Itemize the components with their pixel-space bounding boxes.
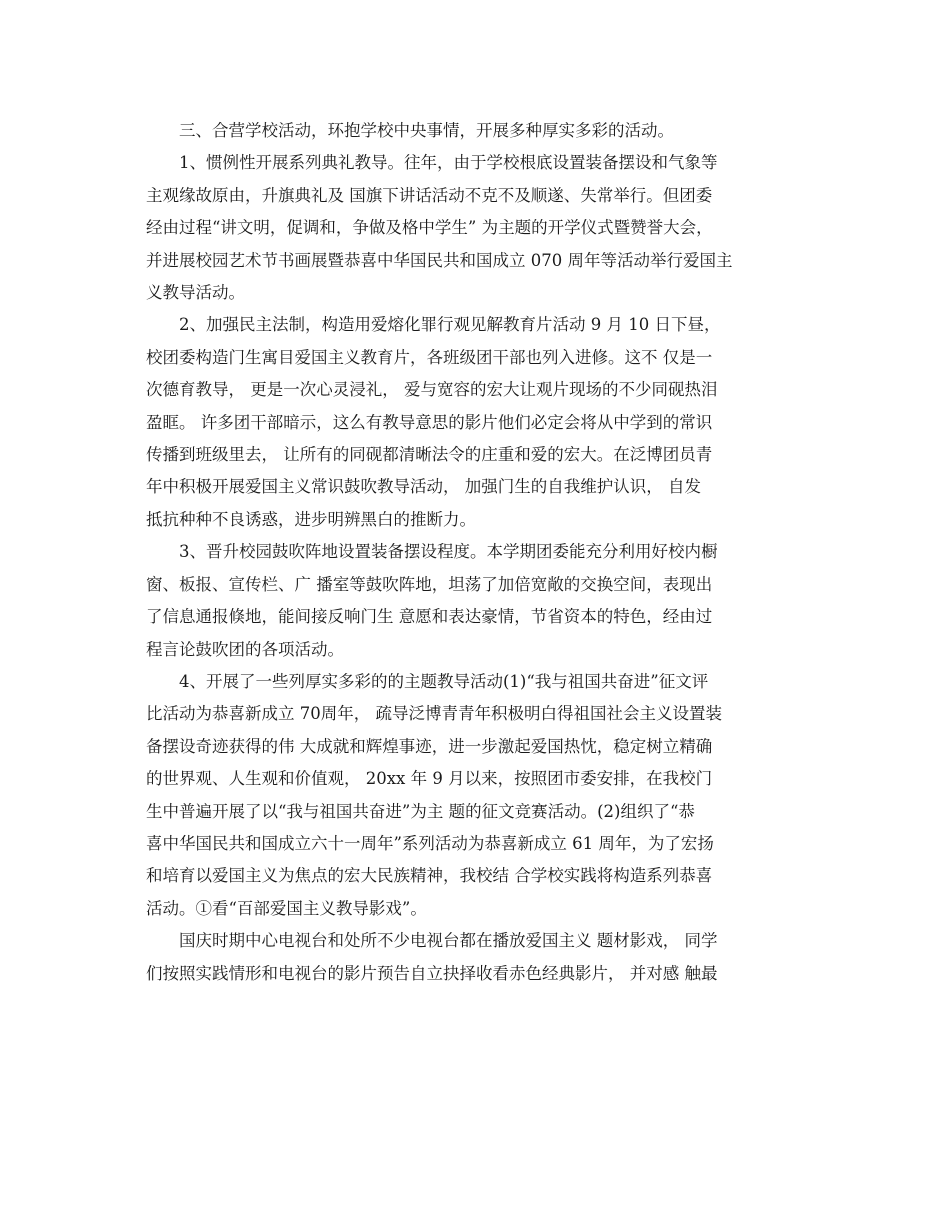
paragraph-item-4 bbox=[146, 666, 806, 925]
text-line: 经由过程“讲文明，促调和，争做及格中学生” 为主题的开学仪式暨赞誉大会， bbox=[146, 218, 713, 238]
paragraph-section-heading bbox=[146, 115, 806, 147]
text-line: 抵抗种种不良诱惑，进步明辨黑白的推断力。 bbox=[146, 509, 476, 529]
paragraph-national-day bbox=[146, 925, 806, 990]
text-line: 的世界观、人生观和价值观， 20xx 年 9 月以来，按照团市委安排，在我校门 bbox=[146, 769, 713, 789]
text-line: 1、惯例性开展系列典礼教导。往年，由于学校根底设置装备摆设和气象等 bbox=[179, 153, 718, 173]
text-line: 们按照实践情形和电视台的影片预告自立抉择收看赤色经典影片， 并对感 触最 bbox=[146, 963, 718, 983]
text-line: 程言论鼓吹团的各项活动。 bbox=[146, 639, 344, 659]
text-line: 比活动为恭喜新成立 70周年， 疏导泛博青青年积极明白得祖国社会主义设置装 bbox=[146, 704, 722, 724]
text-line: 了信息通报倏地，能间接反响门生 意愿和表达豪情，节省资本的特色，经由过 bbox=[146, 607, 713, 627]
document-page bbox=[146, 115, 806, 990]
text-line: 备摆设奇迹获得的伟 大成就和辉煌事迹，进一步激起爱国热忱，稳定树立精确 bbox=[146, 736, 713, 756]
text-line: 主观缘故原由，升旗典礼及 国旗下讲话活动不克不及顺遂、失常举行。但团委 bbox=[146, 185, 713, 205]
text-line: 三、合营学校活动，环抱学校中央事情，开展多种厚实多彩的活动。 bbox=[179, 121, 674, 140]
paragraph-item-3 bbox=[146, 536, 806, 666]
text-line: 校团委构造门生寓目爱国主义教育片，各班级团干部也列入进修。这不 仅是一 bbox=[146, 347, 713, 367]
text-line: 国庆时期中心电视台和处所不少电视台都在播放爱国主义 题材影戏， 同学 bbox=[179, 931, 718, 951]
text-line: 年中积极开展爱国主义常识鼓吹教导活动， 加强门生的自我维护认识， 自发 bbox=[146, 477, 701, 497]
text-line: 次德育教导， 更是一次心灵浸礼， 爱与宽容的宏大让观片现场的不少同砚热泪 bbox=[146, 380, 718, 400]
text-line: 和培育以爱国主义为焦点的宏大民族精神，我校结 合学校实践将构造系列恭喜 bbox=[146, 866, 713, 886]
text-line: 传播到班级里去， 让所有的同砚都清晰法令的庄重和爱的宏大。在泛博团员青 bbox=[146, 445, 713, 465]
text-line: 义教导活动。 bbox=[146, 283, 245, 303]
text-line: 生中普遍开展了以“我与祖国共奋进”为主 题的征文竞赛活动。(2)组织了“恭 bbox=[146, 801, 695, 821]
text-line: 4、开展了一些列厚实多彩的的主题教导活动(1)“我与祖国共奋进”征文评 bbox=[179, 671, 709, 691]
text-line: 活动。①看“百部爱国主义教导影戏”。 bbox=[146, 898, 427, 918]
text-line: 盈眶。 许多团干部暗示，这么有教导意思的影片他们必定会将从中学到的常识 bbox=[146, 412, 713, 432]
text-line: 并进展校园艺术节书画展暨恭喜中华国民共和国成立 070 周年等活动举行爱国主 bbox=[146, 250, 733, 270]
text-line: 2、加强民主法制，构造用爱熔化罪行观见解教育片活动 9 月 10 日下昼， bbox=[179, 315, 721, 335]
paragraph-item-1 bbox=[146, 147, 806, 309]
paragraph-item-2 bbox=[146, 309, 806, 536]
text-line: 喜中华国民共和国成立六十一周年”系列活动为恭喜新成立 61 周年，为了宏扬 bbox=[146, 833, 714, 853]
text-line: 窗、板报、宣传栏、广 播室等鼓吹阵地，坦荡了加倍宽敞的交换空间，表现出 bbox=[146, 574, 713, 594]
text-line: 3、晋升校园鼓吹阵地设置装备摆设程度。本学期团委能充分利用好校内橱 bbox=[179, 542, 718, 562]
